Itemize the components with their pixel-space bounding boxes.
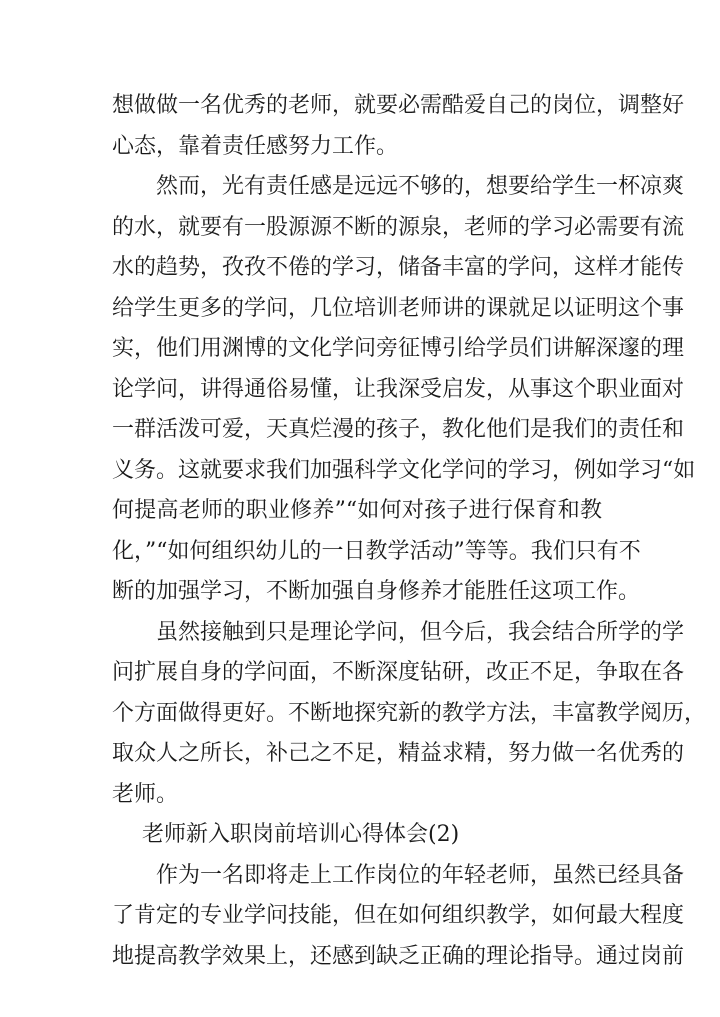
text-line: 老师。 (112, 781, 179, 807)
text-line: 虽然接触到只是理论学问，但今后，我会结合所学的学 (156, 619, 685, 645)
text-line: 给学生更多的学问，几位培训老师讲的课就足以证明这个事 (112, 295, 685, 321)
paragraph (112, 613, 707, 816)
text-line: 问扩展自身的学问面，不断深度钻研，改正不足，争取在各 (112, 660, 685, 685)
text-line: 作为一名即将走上工作岗位的年轻老师，虽然已经具备 (156, 862, 685, 888)
section-heading (112, 815, 602, 856)
text-line: 地提高教学效果上，还感到缺乏正确的理论指导。通过岗前 (112, 943, 685, 969)
text-line: 然而，光有责任感是远远不够的，想要给学生一杯凉爽 (156, 174, 685, 199)
text-line: 老师新入职岗前培训心得体会(2) (142, 822, 460, 847)
text-line: 了肯定的专业学问技能，但在如何组织教学，如何最大程度 (112, 903, 685, 928)
paragraph (112, 856, 685, 978)
document-body (112, 86, 707, 977)
text-line: 论学问，讲得通俗易懂，让我深受启发，从事这个职业面对 (112, 376, 685, 402)
text-line: 水的趋势，孜孜不倦的学习，储备丰富的学问，这样才能传 (112, 255, 685, 280)
text-line: 义务。这就要求我们加强科学文化学问的学习，例如学习“如 (112, 457, 696, 483)
text-line: 化，”“如何组织幼儿的一日教学活动”等等。我们只有不 (112, 538, 641, 564)
text-line: 的水，就要有一股源源不断的源泉，老师的学习必需要有流 (112, 214, 685, 240)
text-line: 实，他们用渊博的文化学问旁征博引给学员们讲解深邃的理 (112, 336, 685, 361)
text-line: 心态，靠着责任感努力工作。 (112, 133, 399, 159)
text-line: 想做做一名优秀的老师，就要必需酷爱自己的岗位，调整好 (112, 93, 685, 118)
text-line: 取众人之所长，补己之不足，精益求精，努力做一名优秀的 (112, 741, 685, 766)
paragraph (112, 86, 685, 167)
text-line: 断的加强学习，不断加强自身修养才能胜任这项工作。 (112, 579, 641, 604)
paragraph (112, 167, 696, 613)
text-line: 何提高老师的职业修养”“如何对孩子进行保育和教 (112, 498, 602, 523)
text-line: 一群活泼可爱，天真烂漫的孩子，教化他们是我们的责任和 (112, 417, 685, 442)
text-line: 个方面做得更好。不断地探究新的教学方法，丰富教学阅历， (112, 700, 707, 726)
